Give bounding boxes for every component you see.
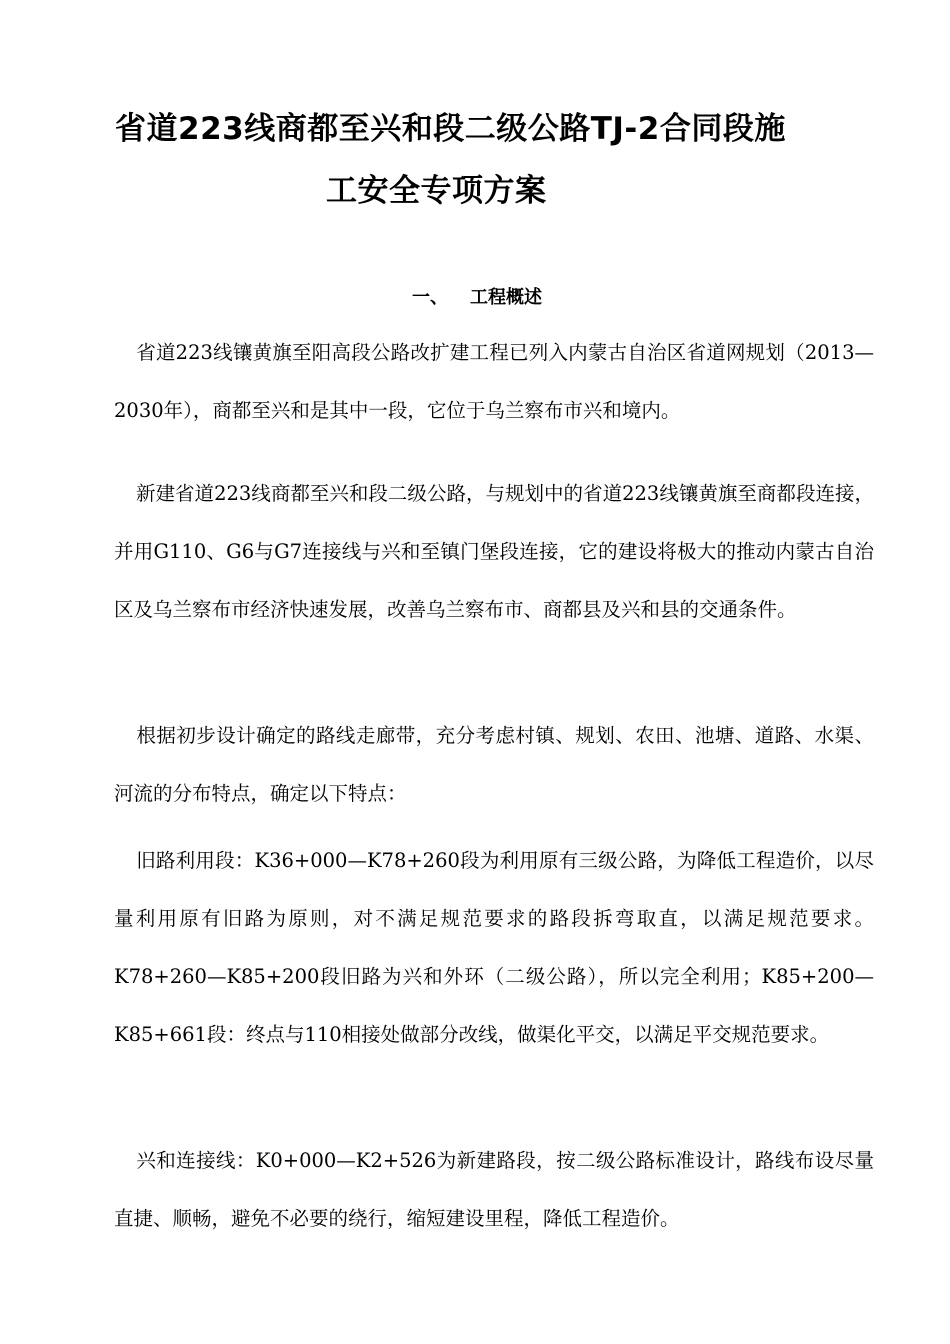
paragraph-5-text: 兴和连接线：K0+000—K2+526为新建路段，按二级公路标准设计，路线布设尽量直捷、顺畅，避免不必要的绕行，缩短建设里程，降低工程造价。 [114,1149,874,1230]
paragraph-3-text: 根据初步设计确定的路线走廊带，充分考虑村镇、规划、农田、池塘、道路、水渠、河流的分布特点，确定以下特点： [114,724,874,805]
paragraph-1 [114,324,874,440]
paragraph-4 [114,832,874,1064]
section-title: 工程概述 [470,287,542,308]
paragraph-4-text: 旧路利用段：K36+000—K78+260段为利用原有三级公路，为降低工程造价，以尽量利用原有旧路为原则，对不满足规范要求的路段拆弯取直，以满足规范要求。K78+260—K85+200段旧路为兴和外环（二级公路），所以完全利用；K85+200—K85+661段：终点与110相接处做部分改线，做渠化平交，以满足平交规范要求。 [114,849,874,1046]
paragraph-2-text: 新建省道223线商都至兴和段二级公路，与规划中的省道223线镶黄旗至商都段连接，并用G110、G6与G7连接线与兴和至镇门堡段连接，它的建设将极大的推动内蒙古自治区及乌兰察布市经济快速发展，改善乌兰察布市、商都县及兴和县的交通条件。 [114,482,874,621]
document-title-line-1: 省道223线商都至兴和段二级公路TJ-2合同段施 [115,111,786,147]
section-number: 一、 [412,287,448,308]
paragraph-3 [114,707,874,823]
paragraph-5 [114,1132,874,1248]
document-title [100,98,870,222]
section-heading [412,283,542,313]
paragraph-1-text: 省道223线镶黄旗至阳高段公路改扩建工程已列入内蒙古自治区省道网规划（2013—2030年），商都至兴和是其中一段，它位于乌兰察布市兴和境内。 [114,341,874,422]
paragraph-2 [114,465,874,639]
document-title-line-2: 工安全专项方案 [326,173,547,209]
